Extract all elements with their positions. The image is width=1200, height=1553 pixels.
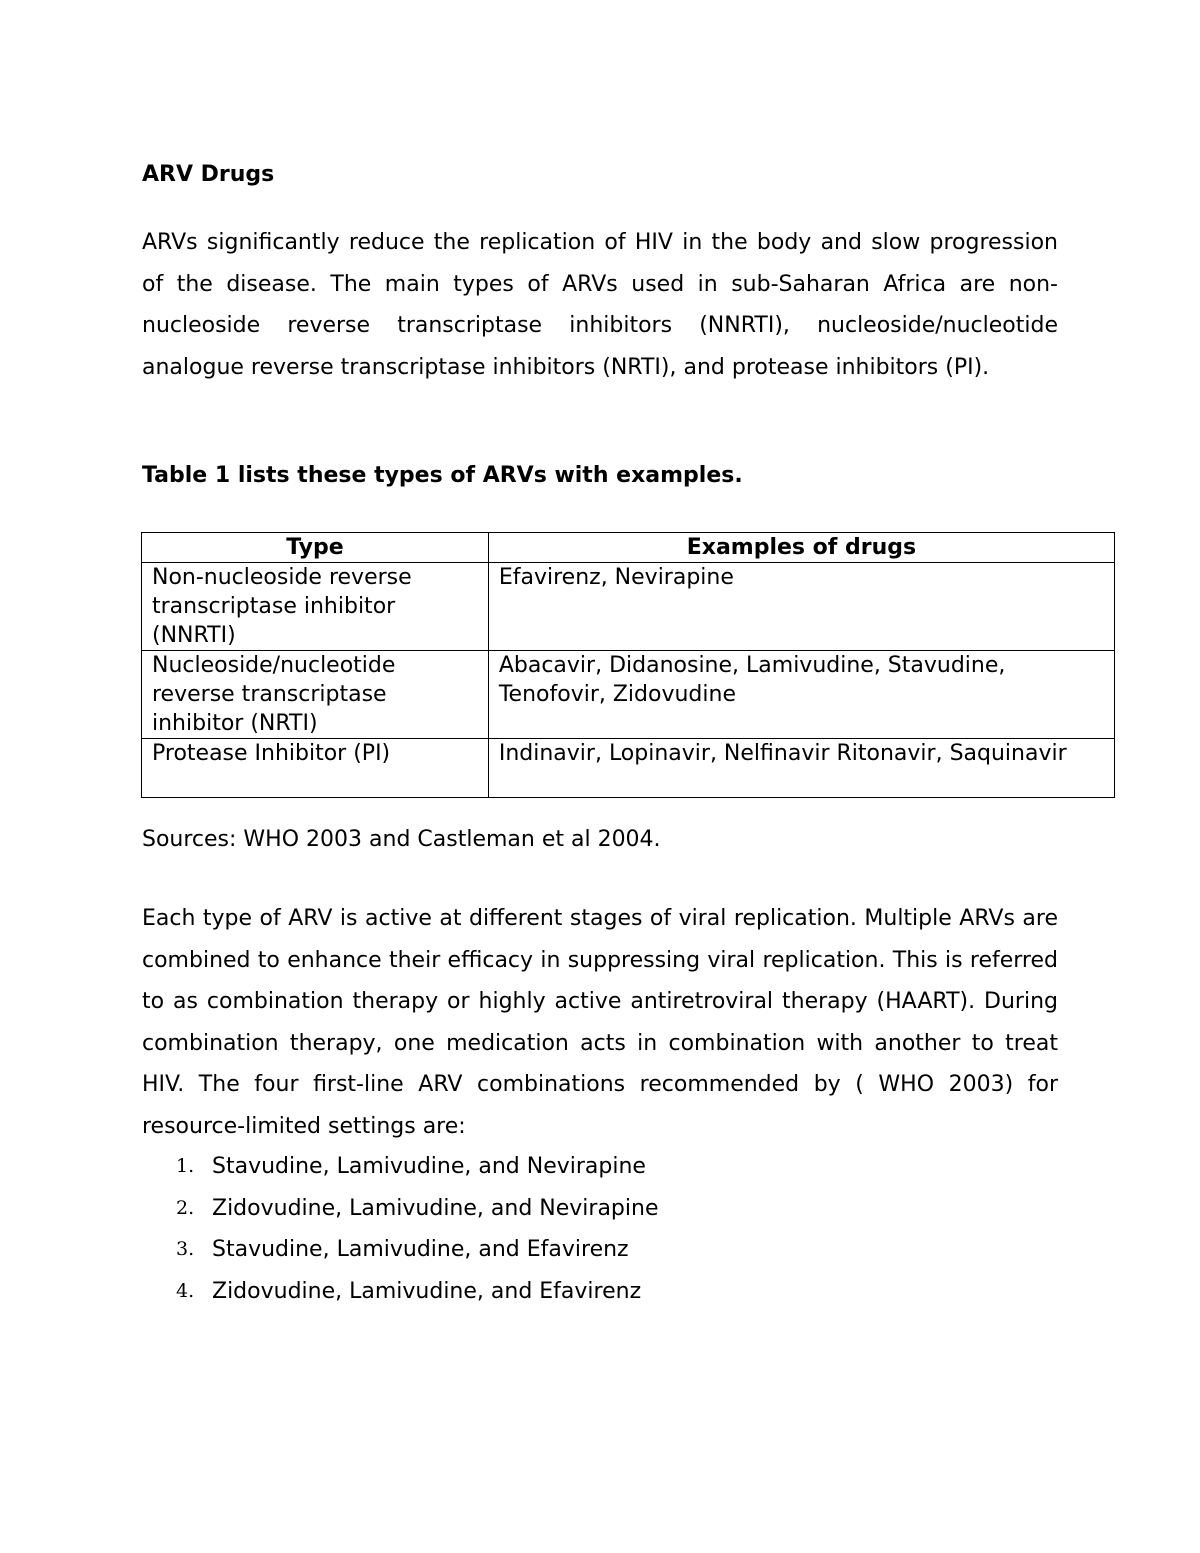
list-number: 3. (176, 1238, 195, 1260)
table-cell-examples: Efavirenz, Nevirapine (488, 563, 1114, 651)
table-row (142, 563, 1115, 651)
table-caption: Table 1 lists these types of ARVs with examples. (142, 463, 743, 488)
table-header-type: Type (142, 533, 489, 563)
arv-types-table (141, 532, 1115, 798)
list-item-text: Zidovudine, Lamivudine, and Efavirenz (212, 1278, 642, 1304)
list-item-text: Stavudine, Lamivudine, and Nevirapine (212, 1154, 646, 1179)
table-cell-type: Protease Inhibitor (PI) (142, 739, 489, 798)
list-number: 2. (176, 1196, 195, 1219)
table-cell-type: Nucleoside/nucleotide reverse transcriptase inhibitor (NRTI) (142, 651, 489, 739)
list-number: 1. (176, 1155, 195, 1177)
list-item (142, 1229, 659, 1271)
combination-list (142, 1146, 659, 1312)
sources-note: Sources: WHO 2003 and Castleman et al 2004. (142, 827, 661, 852)
list-number: 4. (176, 1279, 195, 1302)
list-item (142, 1188, 659, 1230)
list-item-text: Stavudine, Lamivudine, and Efavirenz (212, 1237, 629, 1262)
table-cell-type: Non-nucleoside reverse transcriptase inhibitor (NNRTI) (142, 563, 489, 651)
table-cell-examples: Indinavir, Lopinavir, Nelfinavir Ritonavir, Saquinavir (488, 739, 1114, 798)
list-item (142, 1271, 659, 1313)
list-item-text: Zidovudine, Lamivudine, and Nevirapine (212, 1195, 659, 1221)
table-header-examples: Examples of drugs (488, 533, 1114, 563)
table-cell-examples: Abacavir, Didanosine, Lamivudine, Stavudine, Tenofovir, Zidovudine (488, 651, 1114, 739)
document-heading: ARV Drugs (142, 162, 275, 187)
intro-paragraph: ARVs significantly reduce the replication of HIV in the body and slow progression of the disease. The main types of ARVs used in sub-Saharan Africa are non-nucleoside reverse transcriptase inhibitors (NNRTI), nucleoside/nucleotide analogue reverse transcriptase inhibitors (NRTI), and protease inhibitors (PI). (142, 230, 1058, 380)
table-row (142, 739, 1115, 798)
table-row (142, 651, 1115, 739)
table-header-row (142, 533, 1115, 563)
combination-paragraph: Each type of ARV is active at different stages of viral replication. Multiple ARVs are combined to enhance their efficacy in suppressing viral replication. This is referred to as combination therapy or highly active antiretroviral therapy (HAART). During combination therapy, one medication acts in combination with another to treat HIV. The four first-line ARV combinations recommended by ( WHO 2003) for resource-limited settings are: (142, 906, 1058, 1139)
list-item (142, 1146, 659, 1188)
